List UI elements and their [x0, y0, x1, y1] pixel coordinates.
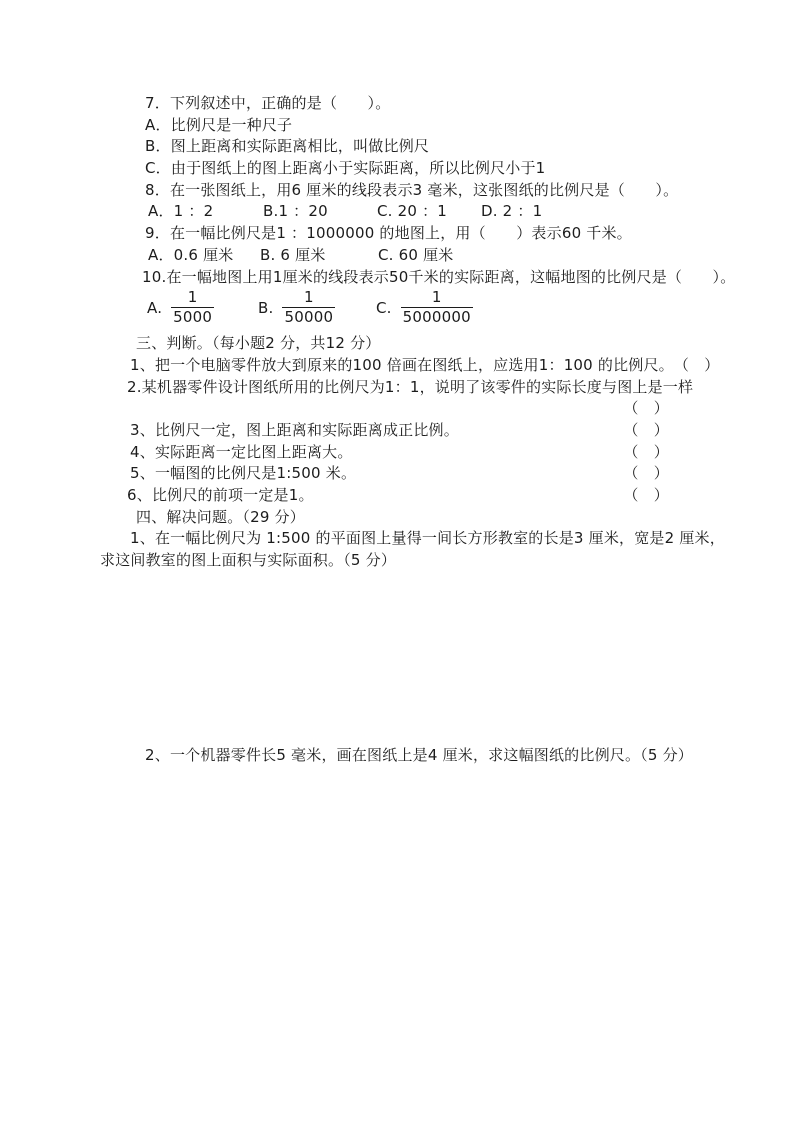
- judgment-item-3: [100, 420, 695, 442]
- question-9-option-c: C. 60 厘米: [378, 245, 454, 264]
- answer-paren: （ ）: [623, 442, 669, 461]
- question-10-option-b: [258, 289, 335, 327]
- question-9-stem: 9．在一幅比例尺是1 ：1000000 的地图上，用（ ）表示60 千米。: [145, 224, 632, 243]
- question-9-options: [100, 245, 695, 267]
- worksheet-page: [100, 93, 736, 766]
- question-10-option-a: [147, 289, 214, 327]
- fraction-numerator: 1: [282, 289, 335, 308]
- judgment-item-1: [100, 355, 720, 377]
- fraction: [171, 289, 214, 327]
- question-8-option-b: B.1 ：20: [263, 202, 328, 221]
- answer-paren: （ ）: [623, 464, 669, 483]
- question-7-option-a: A．比例尺是一种尺子: [145, 115, 293, 134]
- question-8-options: [100, 201, 695, 223]
- question-7-option-b: B．图上距离和实际距离相比，叫做比例尺: [145, 137, 430, 156]
- question-8-option-c: C. 20 ：1: [377, 202, 448, 221]
- answer-paren: （ ）: [673, 355, 720, 374]
- judgment-statement: 1、把一个电脑零件放大到原来的100 倍画在图纸上，应选用1：100 的比例尺。: [130, 355, 674, 374]
- judgment-item-5: [100, 463, 695, 485]
- question-8-stem: 8．在一张图纸上，用6 厘米的线段表示3 毫米，这张图纸的比例尺是（ ）。: [145, 180, 679, 199]
- option-label: C.: [376, 298, 392, 317]
- problem-2: 2、一个机器零件长5 毫米，画在图纸上是4 厘米，求这幅图纸的比例尺。（5 分）: [145, 745, 693, 764]
- question-8-option-a: A．1 ：2: [148, 202, 214, 221]
- fraction-denominator: 5000000: [402, 308, 471, 327]
- question-9-option-a: A．0.6 厘米: [148, 245, 234, 264]
- judgment-statement: 3、比例尺一定，图上距离和实际距离成正比例。: [130, 420, 459, 439]
- fraction: [282, 289, 335, 327]
- question-10-stem: 10.在一幅地图上用1厘米的线段表示50千米的实际距离，这幅地图的比例尺是（ ）。: [142, 267, 736, 286]
- problem-1-work-area: [100, 572, 695, 745]
- problem-1-line-2: 求这间教室的图上面积与实际面积。（5 分）: [100, 551, 397, 570]
- option-label: B.: [258, 298, 274, 317]
- question-7-option-c: C．由于图纸上的图上距离小于实际距离，所以比例尺小于1: [145, 159, 546, 178]
- judgment-statement: 6、比例尺的前项一定是1。: [127, 486, 314, 504]
- section-judgment-heading: 三、判断。（每小题2 分，共12 分）: [136, 334, 381, 353]
- answer-paren: （ ）: [623, 486, 669, 504]
- fraction-denominator: 5000: [173, 308, 213, 327]
- judgment-statement: 4、实际距离一定比图上距离大。: [130, 442, 353, 461]
- problem-1-line-1: 1、在一幅比例尺为 1:500 的平面图上量得一间长方形教室的长是3 厘米，宽是2 厘米，: [130, 529, 725, 548]
- question-8-option-d: D. 2 ：1: [481, 202, 543, 221]
- section-problem-solving-heading: 四、解决问题。（29 分）: [136, 507, 305, 526]
- judgment-item-4: [100, 442, 695, 464]
- fraction-numerator: 1: [401, 289, 473, 308]
- option-label: A.: [147, 298, 163, 317]
- question-7-stem: 7．下列叙述中，正确的是（ ）。: [145, 94, 391, 112]
- judgment-item-2: 2.某机器零件设计图纸所用的比例尺为1：1，说明了该零件的实际长度与图上是一样: [127, 377, 694, 396]
- question-10-options: [100, 288, 695, 333]
- answer-paren: （ ）: [623, 420, 669, 439]
- question-10-option-c: [376, 289, 473, 327]
- fraction: [401, 289, 473, 327]
- fraction-numerator: 1: [171, 289, 214, 308]
- fraction-denominator: 50000: [284, 308, 334, 327]
- judgment-item-6: [100, 485, 695, 507]
- question-9-option-b: B. 6 厘米: [260, 245, 326, 264]
- judgment-statement: 5、一幅图的比例尺是1:500 米。: [130, 464, 357, 483]
- judgment-item-2-answer: （ ）: [623, 399, 669, 418]
